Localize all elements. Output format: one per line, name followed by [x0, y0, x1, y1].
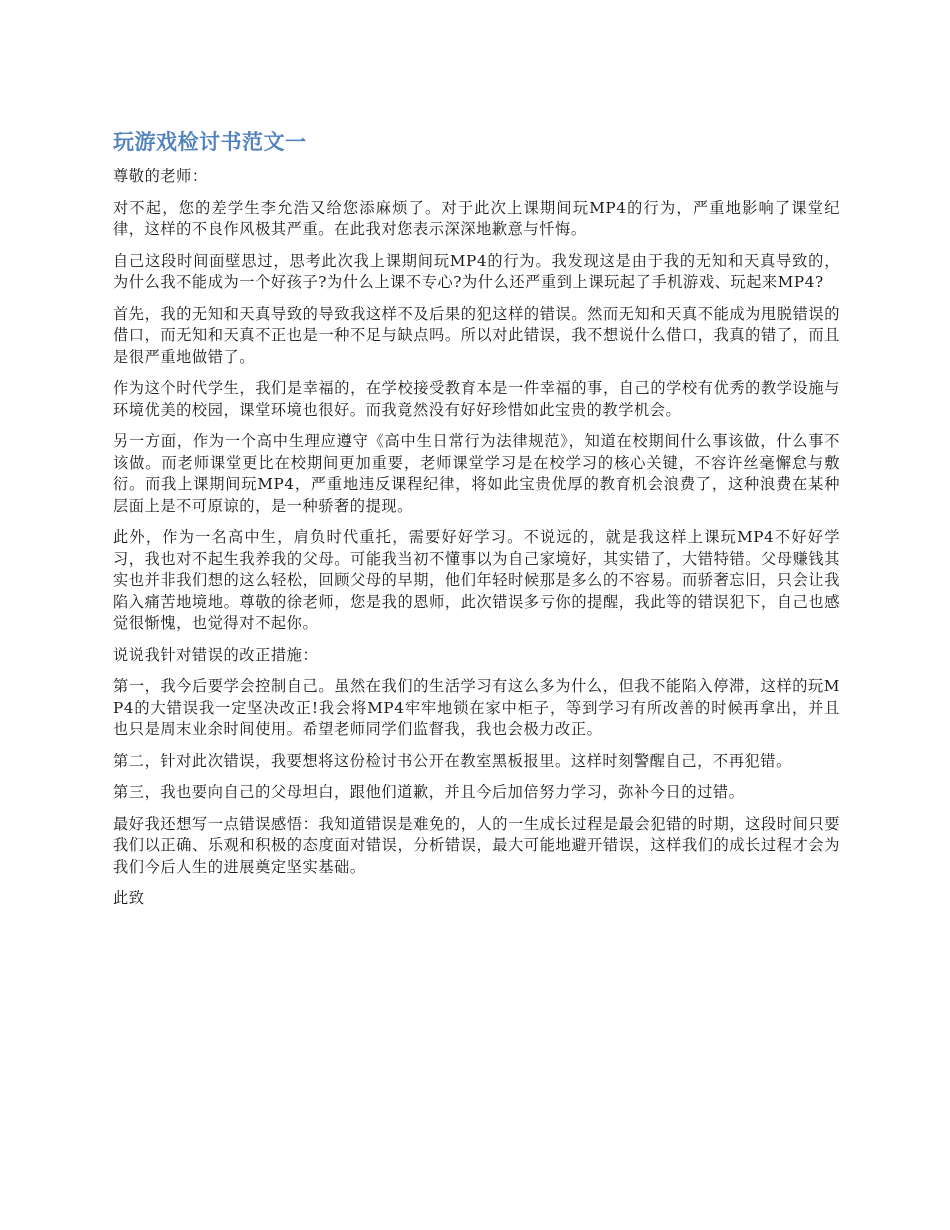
paragraph-measures-intro: 说说我针对错误的改正措施：: [113, 645, 319, 664]
paragraph-reflection-closing: 最好我还想写一点错误感悟：我知道错误是难免的，人的一生成长过程是最会犯错的时期，这段时间只要我们以正确、乐观和积极的态度面对错误，分析错误，最大可能地避开错误，这样我们的成长过程才会为我们今后人生的进展奠定坚实基础。: [113, 814, 840, 876]
paragraph-reflection: 自己这段时间面壁思过，思考此次我上课期间玩MP4的行为。我发现这是由于我的无知和天真导致的，为什么我不能成为一个好孩子?为什么上课不专心?为什么还严重到上课玩起了手机游戏、玩起来MP4?: [113, 251, 840, 291]
paragraph-measure-two: 第二，针对此次错误，我要想将这份检讨书公开在教室黑板报里。这样时刻警醒自己，不再犯错。: [113, 751, 792, 770]
paragraph-parents: 此外，作为一名高中生，肩负时代重托，需要好好学习。不说远的，就是我这样上课玩MP4不好好学习，我也对不起生我养我的父母。可能我当初不懂事以为自己家境好，其实错了，大错特错。父母赚钱其实也并非我们想的这么轻松，回顾父母的早期，他们年轻时候那是多么的不容易。而骄奢忘旧，只会让我陷入痛苦地境地。尊敬的徐老师，您是我的恩师，此次错误多亏你的提醒，我此等的错误犯下，自己也感觉很惭愧，也觉得对不起你。: [113, 528, 840, 632]
closing-salute: 此致: [113, 889, 145, 907]
paragraph-student-era: 作为这个时代学生，我们是幸福的，在学校接受教育本是一件幸福的事，自己的学校有优秀的教学设施与环境优美的校园，课堂环境也很好。而我竟然没有好好珍惜如此宝贵的教学机会。: [113, 379, 840, 419]
paragraph-other-aspect: 另一方面，作为一个高中生理应遵守《高中生日常行为法律规范》，知道在校期间什么事该做，什么事不该做。而老师课堂更比在校期间更加重要，老师课堂学习是在校学习的核心关键，不容许丝毫懈怠与敷衍。而我上课期间玩MP4，严重地违反课程纪律，将如此宝贵优厚的教育机会浪费了，这种浪费在某种层面上是不可原谅的，是一种骄奢的提现。: [113, 432, 840, 515]
salutation: 尊敬的老师：: [113, 167, 208, 185]
document-title: 玩游戏检讨书范文一: [113, 130, 307, 154]
paragraph-measure-one: 第一，我今后要学会控制自己。虽然在我们的生活学习有这么多为什么，但我不能陷入停滞，这样的玩MP4的大错误我一定坚决改正!我会将MP4牢牢地锁在家中柜子，等到学习有所改善的时候再拿出，并且也只是周末业余时间使用。希望老师同学们监督我，我也会极力改正。: [113, 677, 840, 738]
paragraph-apology: 对不起，您的差学生李允浩又给您添麻烦了。对于此次上课期间玩MP4的行为，严重地影响了课堂纪律，这样的不良作风极其严重。在此我对您表示深深地歉意与忏悔。: [113, 198, 840, 238]
paragraph-measure-three: 第三，我也要向自己的父母坦白，跟他们道歉，并且今后加倍努力学习，弥补今日的过错。: [113, 783, 745, 801]
document-page: [113, 118, 840, 920]
paragraph-first-reason: 首先，我的无知和天真导致的导致我这样不及后果的犯这样的错误。然而无知和天真不能成为甩脱错误的借口，而无知和天真不正也是一种不足与缺点吗。所以对此错误，我不想说什么借口，我真的错了，而且是很严重地做错了。: [113, 304, 840, 366]
